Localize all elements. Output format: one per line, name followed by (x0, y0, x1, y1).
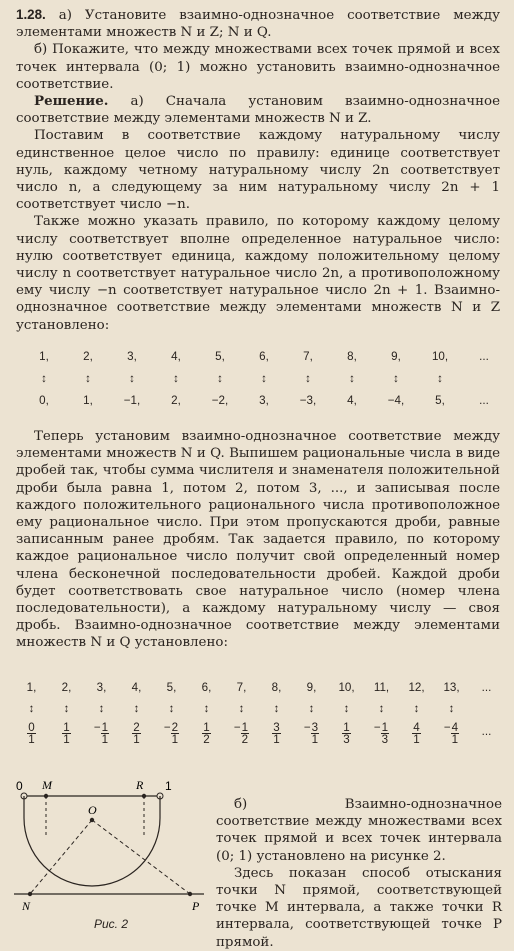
nz-integer: −1, (123, 394, 141, 407)
nq-natural: 9, (306, 681, 317, 694)
nz-integer: 2, (171, 394, 181, 407)
denominator: 1 (273, 733, 280, 746)
nq-top-row (14, 681, 504, 694)
problem-part-a: а) Установите взаимно-однозначное соответствие между элементами множеств N и Z; N и Q. (16, 8, 500, 41)
nz-arrow: ↕ (217, 372, 223, 385)
numerator: 1 (381, 721, 389, 734)
nz-integer: 3, (259, 394, 269, 407)
nq-natural: 2, (61, 681, 72, 694)
nz-natural: 5, (215, 350, 225, 363)
numerator: 4 (451, 721, 459, 734)
numerator: 4 (413, 721, 420, 734)
numerator: 1 (203, 721, 210, 734)
nq-natural: 1, (26, 681, 37, 694)
nq-arrow: ↕ (133, 702, 140, 715)
denominator: 1 (311, 733, 319, 746)
label-R: R (136, 778, 144, 792)
nz-bottom-row (22, 394, 506, 407)
nq-arrow: ↕ (168, 702, 175, 715)
numerator: 1 (241, 721, 249, 734)
nq-ellipsis: ... (481, 725, 492, 738)
nz-arrow-row (22, 372, 462, 385)
denominator: 1 (63, 733, 70, 746)
nq-fraction (434, 721, 469, 745)
nq-fraction (259, 721, 294, 745)
nz-arrow: ↕ (85, 372, 91, 385)
nq-fraction (14, 721, 49, 745)
denominator: 1 (133, 733, 140, 746)
solution-p2: Поставим в соответствие каждому натуральному числу единственное целое число по правилу: единице соответствует нуль, каждому четному натуральному числу 2n соответствует число n, а следующему за ним натуральному числу 2n + 1 соответствует число −n. (16, 128, 500, 213)
nz-arrow: ↕ (261, 372, 267, 385)
solution-p4: Теперь установим взаимно-однозначное соответствие между элементами множеств N и Q. Выпишем рациональные числа в виде дробей так, чтобы сумма числителя и знаменателя положительной дроби была равна 1, потом 2, потом 3, ..., и записывая после каждого положительного рационального числа противоположное ему рациональное число. При этом пропускаются дроби, равные записанным ранее дробям. Так задается правило, по которому каждое рациональное число получит свой определенный номер члена бесконечной последовательности дробей. Каждой дроби будет соответствовать свое натуральное число (номер члена последовательности), а каждому натуральному числу — своя дробь. Взаимно-однозначное соответствие между элементами множеств N и Q установлено: (16, 429, 500, 651)
nq-arrow: ↕ (28, 702, 35, 715)
nq-natural: 6, (201, 681, 212, 694)
label-0: 0 (16, 779, 23, 793)
fraction-sign: − (93, 721, 101, 734)
nz-natural: 1, (39, 350, 49, 363)
nz-integer: −2, (211, 394, 229, 407)
part-b-text (216, 796, 502, 951)
nz-natural: 3, (127, 350, 137, 363)
nq-natural: 12, (408, 681, 425, 694)
nq-arrow: ↕ (63, 702, 70, 715)
nq-fraction-row (14, 721, 504, 745)
nz-arrow: ↕ (349, 372, 355, 385)
fraction-sign: − (303, 721, 311, 734)
numerator: 3 (311, 721, 319, 734)
denominator: 1 (101, 733, 109, 746)
nz-integer: −4, (387, 394, 405, 407)
ray-ON (30, 820, 92, 894)
fraction-sign: − (163, 721, 171, 734)
numerator: 1 (63, 721, 70, 734)
label-O: O (88, 803, 97, 817)
nz-arrow: ↕ (437, 372, 443, 385)
nq-arrow: ↕ (378, 702, 385, 715)
nz-integer: −3, (299, 394, 317, 407)
solution-label: Решение. (34, 93, 109, 110)
nz-integer: 4, (347, 394, 357, 407)
nq-natural: 3, (96, 681, 107, 694)
nz-top-row (22, 350, 506, 363)
problem-number: 1.28. (16, 7, 46, 22)
nz-arrow: ↕ (305, 372, 311, 385)
denominator: 2 (203, 733, 210, 746)
problem-statement (16, 6, 500, 334)
nq-natural: 4, (131, 681, 142, 694)
numerator: 1 (101, 721, 109, 734)
denominator: 3 (381, 733, 389, 746)
nz-natural: ... (479, 350, 489, 363)
solution-p6: Здесь показан способ отыскания точки N прямой, соответствующей точке M интервала, а также точки R интервала, соответствующей точке P прямой. (216, 865, 502, 950)
nq-arrow: ↕ (448, 702, 455, 715)
denominator: 1 (413, 733, 420, 746)
numerator: 2 (171, 721, 179, 734)
denominator: 2 (241, 733, 249, 746)
nq-natural: 10, (338, 681, 355, 694)
nz-integer: 5, (435, 394, 445, 407)
nq-fraction (294, 721, 329, 745)
nq-natural: ... (481, 681, 492, 694)
label-1: 1 (165, 779, 172, 793)
nq-arrow-row (14, 702, 469, 715)
nq-fraction (154, 721, 189, 745)
nq-natural: 11, (373, 681, 390, 694)
nz-natural: 7, (303, 350, 313, 363)
nq-natural: 7, (236, 681, 247, 694)
solution-p1: а) Сначала установим взаимно-однозначное соответствие между элементами множеств N и Z. (16, 94, 500, 127)
nq-fraction (119, 721, 154, 745)
nz-integer: 1, (83, 394, 93, 407)
nq-fraction (224, 721, 259, 745)
point-R (142, 794, 146, 798)
nq-arrow: ↕ (238, 702, 245, 715)
nq-arrow: ↕ (98, 702, 105, 715)
nq-fraction (329, 721, 364, 745)
nq-natural: 8, (271, 681, 282, 694)
nz-arrow: ↕ (41, 372, 47, 385)
nq-arrow: ↕ (343, 702, 350, 715)
nq-fraction (399, 721, 434, 745)
nq-arrow: ↕ (308, 702, 315, 715)
nz-arrow: ↕ (129, 372, 135, 385)
nq-fraction (364, 721, 399, 745)
nz-natural: 4, (171, 350, 181, 363)
nz-arrow: ↕ (173, 372, 179, 385)
point-O (90, 818, 94, 822)
nz-arrow: ↕ (393, 372, 399, 385)
nq-fraction (189, 721, 224, 745)
label-M: M (42, 778, 52, 792)
nz-integer: ... (479, 394, 489, 407)
solution-p3: Также можно указать правило, по которому каждому целому числу соответствует вполне определенное натуральное число: нулю соответствует единица, каждому положительному целому числу n соответствует натуральное число 2n, а противоположному ему числу −n соответствует натуральное число 2n + 1. Взаимно-однозначное соответствие между элементами множеств N и Z установлено: (16, 214, 500, 333)
nq-fraction (84, 721, 119, 745)
nq-arrow: ↕ (273, 702, 280, 715)
nz-integer: 0, (39, 394, 49, 407)
label-N: N (22, 899, 31, 913)
nq-arrow: ↕ (413, 702, 420, 715)
fraction-sign: − (443, 721, 451, 734)
numerator: 2 (133, 721, 140, 734)
nz-natural: 10, (431, 350, 449, 363)
nq-natural: 5, (166, 681, 177, 694)
denominator: 1 (451, 733, 459, 746)
point-P (188, 892, 192, 896)
denominator: 1 (171, 733, 179, 746)
nq-natural: 13, (443, 681, 460, 694)
figure-2 (10, 776, 210, 916)
nz-natural: 6, (259, 350, 269, 363)
solution-p5: б) Взаимно-однозначное соответствие между множествами всех точек прямой и всех точек интервала (0; 1) установлено на рисунке 2. (216, 797, 502, 864)
label-P: P (192, 899, 200, 913)
nz-natural: 9, (391, 350, 401, 363)
numerator: 0 (28, 721, 35, 734)
nq-fraction (49, 721, 84, 745)
nq-arrow: ↕ (203, 702, 210, 715)
nq-text (16, 428, 500, 652)
denominator: 1 (28, 733, 35, 746)
denominator: 3 (343, 733, 350, 746)
nz-natural: 2, (83, 350, 93, 363)
point-M (44, 794, 48, 798)
figure-caption: Рис. 2 (94, 917, 129, 931)
fraction-sign: − (373, 721, 381, 734)
fraction-sign: − (233, 721, 241, 734)
point-N (28, 892, 32, 896)
numerator: 1 (343, 721, 350, 734)
nz-natural: 8, (347, 350, 357, 363)
ray-OP (92, 820, 190, 894)
problem-part-b: б) Покажите, что между множествами всех точек прямой и всех точек интервала (0; 1) можно установить взаимно-однозначное соответствие. (16, 42, 500, 92)
numerator: 3 (273, 721, 280, 734)
